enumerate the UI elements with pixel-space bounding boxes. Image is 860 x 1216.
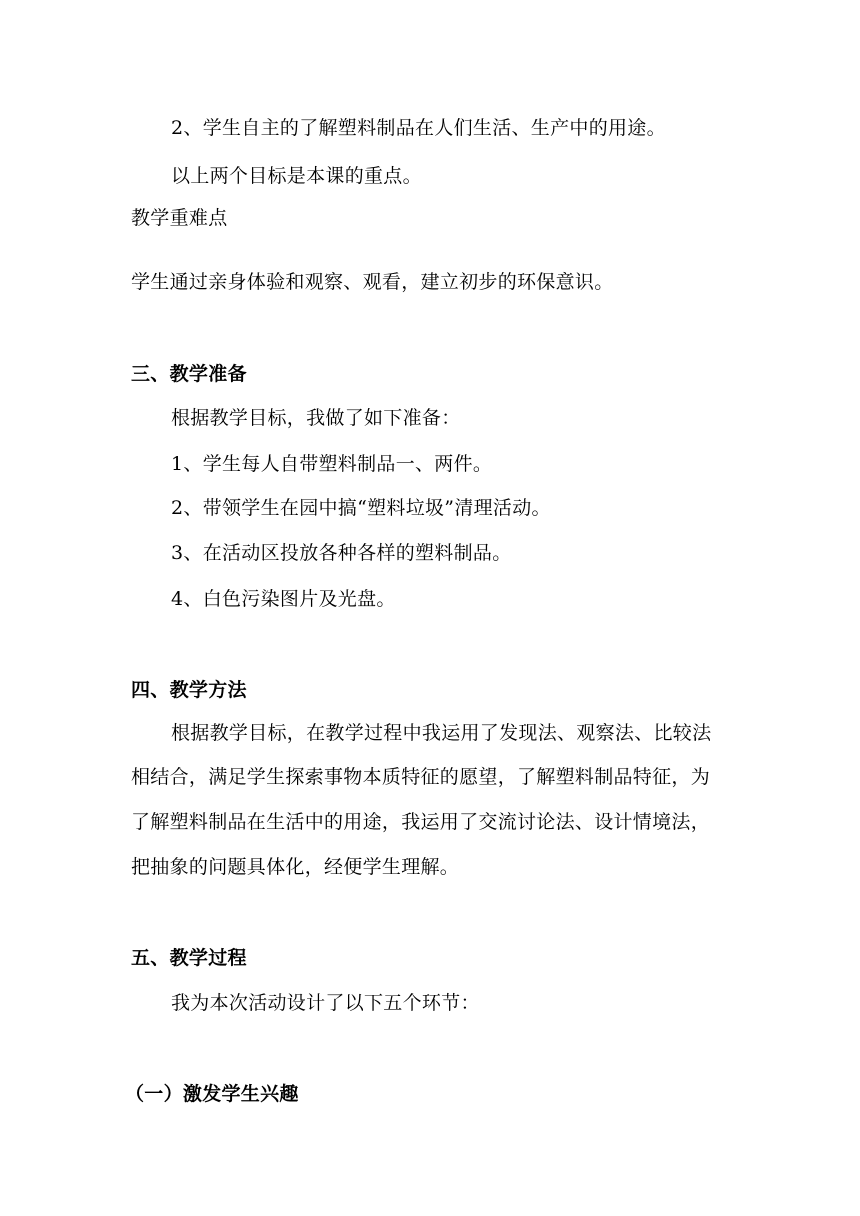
paragraph-methods-line-1: 根据教学目标，在教学过程中我运用了发现法、观察法、比较法: [171, 722, 712, 744]
paragraph-methods-line-3: 了解塑料制品在生活中的用途，我运用了交流讨论法、设计情境法，: [131, 811, 711, 833]
paragraph-goal-2: 2、学生自主的了解塑料制品在人们生活、生产中的用途。: [171, 117, 666, 139]
paragraph-methods-line-4: 把抽象的问题具体化，经便学生理解。: [131, 856, 460, 878]
section-heading-methods: 四、教学方法: [131, 679, 247, 701]
paragraph-key-points: 学生通过亲身体验和观察、观看，建立初步的环保意识。: [131, 271, 614, 293]
list-item-preparation-4: 4、白色污染图片及光盘。: [171, 588, 396, 610]
list-item-preparation-3: 3、在活动区投放各种各样的塑料制品。: [171, 542, 512, 564]
paragraph-process-intro: 我为本次活动设计了以下五个环节：: [171, 992, 480, 1014]
subsection-heading-interest: （一）激发学生兴趣: [125, 1083, 299, 1105]
list-item-preparation-1: 1、学生每人自带塑料制品一、两件。: [171, 453, 493, 475]
list-item-preparation-2: 2、带领学生在园中搞“塑料垃圾”清理活动。: [171, 497, 551, 519]
paragraph-preparation-intro: 根据教学目标，我做了如下准备：: [171, 407, 461, 429]
section-heading-preparation: 三、教学准备: [131, 363, 247, 385]
paragraph-goal-summary: 以上两个目标是本课的重点。: [171, 165, 422, 187]
subheading-key-points: 教学重难点: [131, 207, 228, 229]
section-heading-process: 五、教学过程: [131, 947, 247, 969]
paragraph-methods-line-2: 相结合，满足学生探索事物本质特征的愿望，了解塑料制品特征，为: [131, 766, 711, 788]
